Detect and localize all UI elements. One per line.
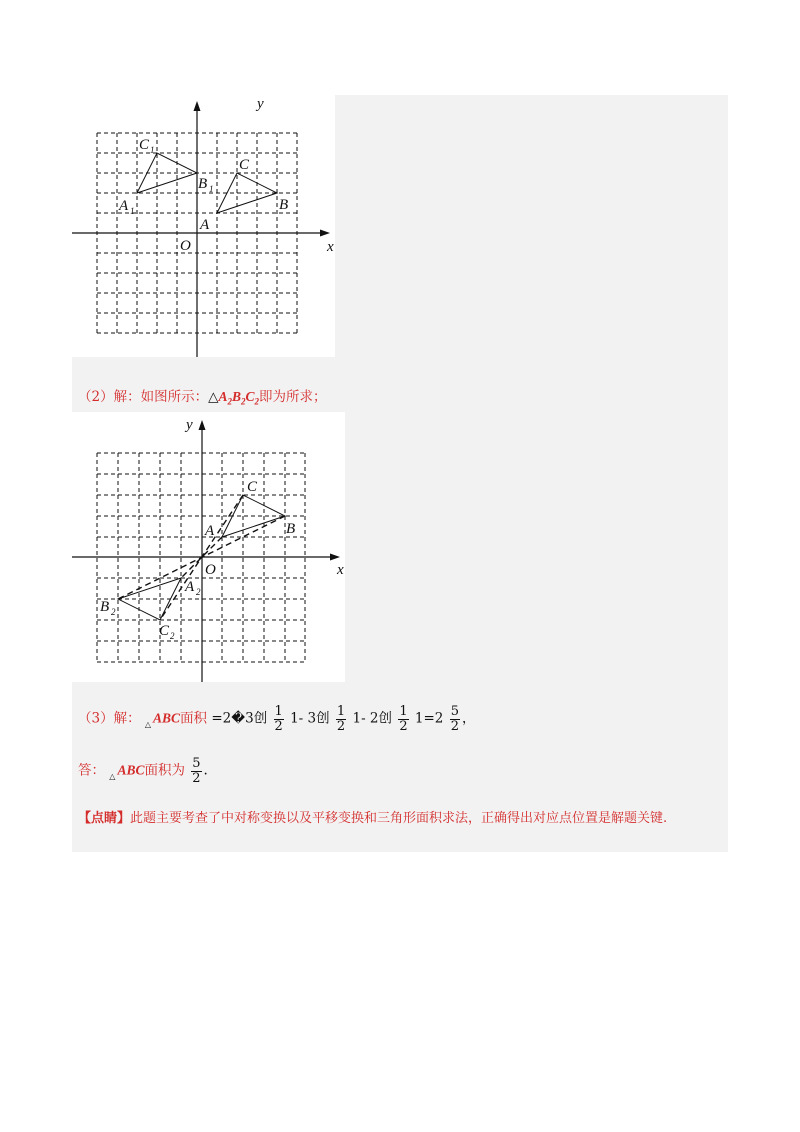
label-a1-sub: 1 [130, 206, 135, 216]
expr-part-3: 1- 2创 [352, 710, 393, 727]
label-a-2: A [205, 523, 215, 539]
origin-label: O [180, 238, 191, 254]
y-axis-2-arrow-icon [199, 420, 206, 430]
label-a2: A [185, 579, 195, 595]
label-a: A [200, 217, 210, 233]
expr-part-1: =2�3创 [211, 710, 268, 727]
label-c: C [239, 157, 250, 173]
y-axis-2-label: y [186, 417, 193, 433]
small-triangle-icon: △ [144, 719, 152, 729]
x-axis-2-label: x [337, 562, 344, 578]
figure-1-graph [72, 95, 335, 357]
vertex-b2: B [232, 389, 242, 404]
y-axis-label: y [257, 96, 264, 112]
part-3-line [78, 705, 475, 733]
fraction-2: $\frac{1}{2}$ [336, 704, 346, 734]
vertex-a2: A [218, 389, 228, 404]
comment-text: 此题主要考查了中对称变换以及平移变换和三角形面积求法，正确得出对应点位置是解题关键. [130, 811, 668, 826]
vertex-c2-sub: 2 [254, 396, 260, 407]
x-axis-arrow-icon [320, 230, 330, 237]
expr-part-4: 1=2 [414, 710, 444, 727]
part-2-line [78, 385, 327, 407]
label-c2-sub: 2 [170, 631, 175, 641]
part-2-suffix: 即为所求； [259, 389, 327, 405]
figure-2-graph [72, 412, 345, 682]
label-b1-sub: 1 [209, 184, 214, 194]
answer-prefix: 答： [78, 762, 105, 779]
label-b2-sub: 2 [111, 607, 116, 617]
vertex-a2-sub: 2 [227, 396, 232, 407]
expr-end: ， [461, 710, 476, 727]
label-b-2: B [286, 521, 296, 537]
figure-1 [72, 95, 335, 357]
label-b1: B [198, 176, 208, 192]
vertex-c2: C [245, 389, 255, 404]
label-c1: C [139, 137, 150, 153]
figure-2 [72, 412, 345, 682]
fraction-3: $\frac{1}{2}$ [399, 704, 408, 734]
comment-tag: 【点睛】 [78, 811, 131, 826]
label-b: B [279, 197, 289, 213]
result-fraction: $\frac{5}{2}$ [450, 704, 459, 734]
answer-text: 面积为 [144, 762, 185, 779]
answer-line [78, 757, 208, 785]
label-b2: B [100, 599, 110, 615]
answer-fraction: $\frac{5}{2}$ [192, 756, 201, 786]
triangle-symbol: △ [208, 389, 219, 405]
vertex-b2-sub: 2 [241, 396, 246, 407]
y-axis-arrow-icon [194, 101, 201, 111]
triangle-abc-name: ABC [153, 710, 181, 726]
x-axis-label: x [327, 239, 334, 255]
answer-end: . [203, 762, 208, 779]
part-3-prefix: （3）解： [78, 710, 141, 727]
answer-triangle-icon: △ [109, 771, 116, 781]
content-panel [72, 95, 728, 852]
label-c-2: C [247, 479, 258, 495]
label-a2-sub: 2 [196, 587, 201, 597]
expr-part-2: 1- 3创 [290, 710, 330, 727]
answer-abc: ABC [117, 762, 145, 778]
label-c2: C [159, 623, 170, 639]
label-c1-sub: 1 [150, 145, 155, 155]
origin-2-label: O [205, 562, 216, 578]
comment-line [78, 807, 667, 826]
fraction-1: $\frac{1}{2}$ [274, 704, 283, 734]
part-2-prefix: （2）解：如图所示： [78, 389, 209, 405]
area-word: 面积 [180, 710, 208, 727]
x-axis-2-arrow-icon [330, 554, 340, 561]
label-a1: A [119, 198, 129, 214]
